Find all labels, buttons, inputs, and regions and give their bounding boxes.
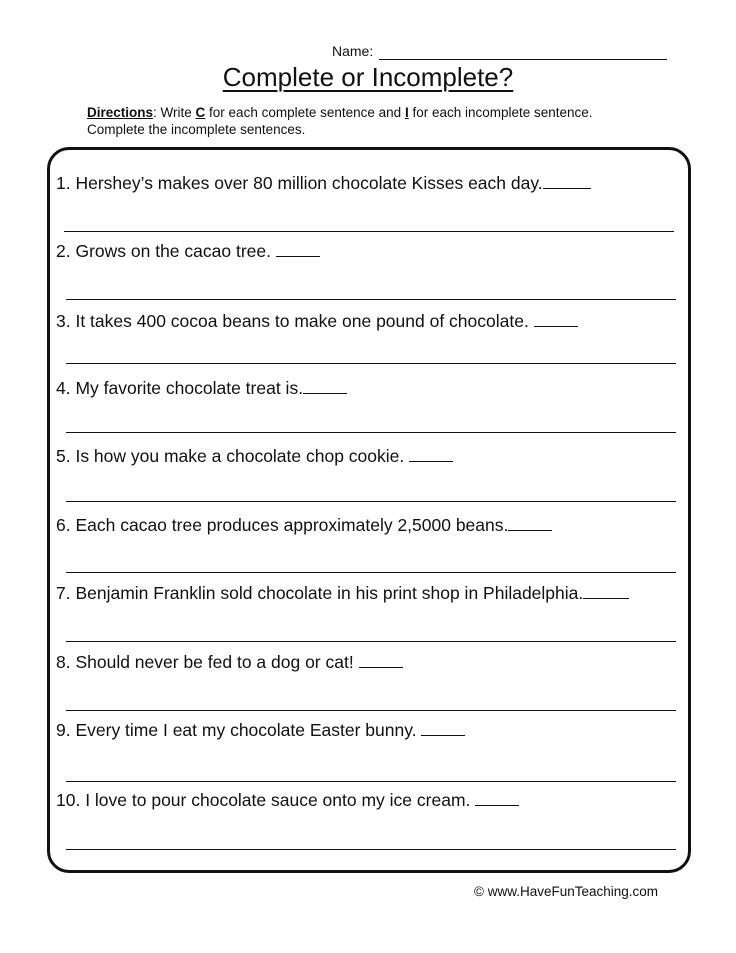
question-5 [56,445,453,467]
answer-blank[interactable] [583,582,629,599]
directions-code-complete: C [195,105,206,120]
question-text: 1. Hershey’s makes over 80 million chocolate Kisses each day. [56,173,543,193]
answer-line-2[interactable] [66,299,676,300]
question-text: 10. I love to pour chocolate sauce onto my ice cream. [56,790,476,810]
answer-line-4[interactable] [66,432,676,433]
answer-line-3[interactable] [66,363,676,364]
name-label: Name: [332,43,374,59]
question-text: 8. Should never be fed to a dog or cat! [56,652,359,672]
question-7 [56,582,629,604]
answer-blank[interactable] [276,240,320,257]
question-9 [56,719,465,741]
question-6 [56,514,552,536]
directions [87,104,687,138]
answer-blank[interactable] [475,789,519,806]
question-8 [56,651,403,673]
question-2 [56,240,320,262]
question-1 [56,172,591,194]
question-text: 7. Benjamin Franklin sold chocolate in his print shop in Philadelphia. [56,583,584,603]
directions-label: Directions [87,105,154,120]
question-text: 3. It takes 400 cocoa beans to make one pound of chocolate. [56,311,534,331]
question-text: 2. Grows on the cacao tree. [56,241,276,261]
answer-line-7[interactable] [66,641,676,642]
answer-blank[interactable] [409,445,453,462]
answer-line-5[interactable] [66,501,676,502]
copyright-footer: © www.HaveFunTeaching.com [474,884,659,899]
answer-line-10[interactable] [66,849,676,850]
directions-text-c: for each incomplete sentence. [408,105,593,120]
question-10 [56,789,519,811]
answer-blank[interactable] [508,514,552,531]
directions-code-incomplete: I [404,105,409,120]
answer-blank[interactable] [534,310,578,327]
question-text: 9. Every time I eat my chocolate Easter bunny. [56,720,422,740]
question-4 [56,377,347,399]
answer-line-1[interactable] [64,231,674,232]
page-title: Complete or Incomplete? [222,62,514,92]
answer-blank[interactable] [543,172,591,189]
question-text: 4. My favorite chocolate treat is. [56,378,304,398]
answer-blank[interactable] [421,719,465,736]
question-3 [56,310,578,332]
answer-line-9[interactable] [66,781,676,782]
answer-line-6[interactable] [66,572,676,573]
answer-blank[interactable] [359,651,403,668]
question-text: 6. Each cacao tree produces approximately 2,5000 beans. [56,515,509,535]
directions-text-b: for each complete sentence and [205,105,405,120]
directions-line2: Complete the incomplete sentences. [87,122,306,137]
answer-blank[interactable] [303,377,347,394]
directions-text-a: : Write [153,105,196,120]
question-text: 5. Is how you make a chocolate chop cookie. [56,446,410,466]
answer-line-8[interactable] [66,710,676,711]
